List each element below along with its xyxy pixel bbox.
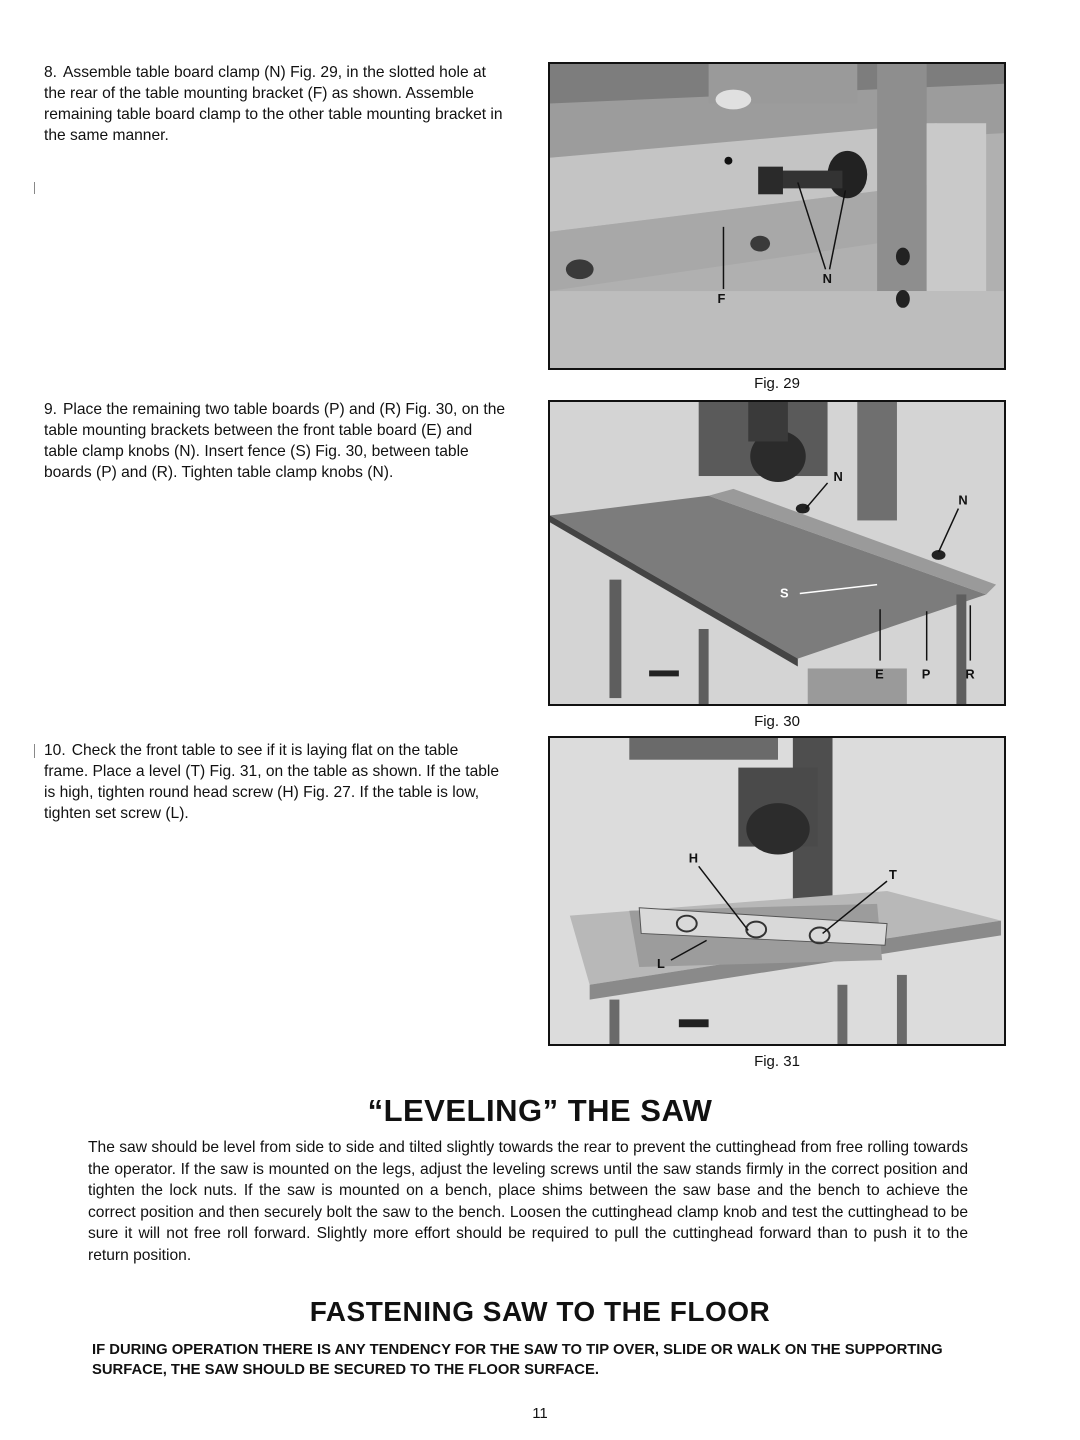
figure-29-caption: Fig. 29	[754, 375, 800, 392]
fastening-warning: IF DURING OPERATION THERE IS ANY TENDENCY FOR THE SAW TO TIP OVER, SLIDE OR WALK ON THE SUPPORTING SURFACE, THE SAW SHOULD BE SECURED TO THE FLOOR SURFACE.	[92, 1342, 943, 1378]
margin-mark	[34, 744, 35, 758]
label-e: E	[875, 666, 884, 682]
label-f: F	[717, 290, 726, 306]
step-text: Place the remaining two table boards (P) and (R) Fig. 30, on the table mounting brackets between the front table board (E) and table clamp knobs (N). Insert fence (S) Fig. 30, between table boards (P) and (R). Tighten table clamp knobs (N).	[44, 401, 506, 481]
step-number: 8.	[44, 64, 58, 81]
label-r: R	[965, 666, 975, 682]
figure-31-caption: Fig. 31	[754, 1053, 800, 1070]
label-h: H	[688, 850, 699, 866]
label-s: S	[779, 585, 789, 601]
label-t: T	[889, 867, 897, 883]
margin-mark	[34, 182, 35, 194]
figure-31-photo	[548, 736, 1006, 1046]
label-n-right: N	[958, 492, 968, 508]
step-text: Check the front table to see if it is laying flat on the table frame. Place a level (T) Fig. 31, on the table as shown. If the table is high, tighten round head screw (H) Fig. 27. If the table is low, tighten set screw (L).	[44, 742, 500, 822]
page-number: 11	[532, 1405, 548, 1422]
fastening-heading: FASTENING SAW TO THE FLOOR	[309, 1296, 771, 1327]
figure-29-photo	[548, 62, 1006, 370]
figure-30-photo	[548, 400, 1006, 706]
leveling-heading: “LEVELING” THE SAW	[367, 1093, 713, 1128]
label-n: N	[822, 271, 832, 287]
step-10	[44, 740, 506, 824]
step-8	[44, 62, 506, 146]
step-number: 9.	[44, 401, 58, 418]
step-number: 10.	[44, 742, 66, 759]
label-p: P	[921, 666, 931, 682]
leveling-paragraph: The saw should be level from side to side and tilted slightly towards the rear to prevent the cuttinghead from free rolling towards the operator. If the saw is mounted on the legs, adjust the leveling screws until the saw stands firmly in the correct position and tighten the lock nuts. If the saw is mounted on a bench, place shims between the saw base and the bench to achieve the correct position and then securely bolt the saw to the bench. Loosen the cuttinghead clamp knob and test the cuttinghead to be sure it will not free roll forward. Slightly more effort should be required to pull the cuttinghead forward than to push it to the return position.	[88, 1139, 968, 1264]
label-n-left: N	[833, 468, 843, 484]
figure-30-caption: Fig. 30	[754, 713, 800, 730]
label-l: L	[657, 956, 665, 971]
step-9	[44, 399, 506, 483]
step-text: Assemble table board clamp (N) Fig. 29, in the slotted hole at the rear of the table mounting bracket (F) as shown. Assemble remaining table board clamp to the other table mounting bracket in the same manner.	[44, 64, 503, 144]
